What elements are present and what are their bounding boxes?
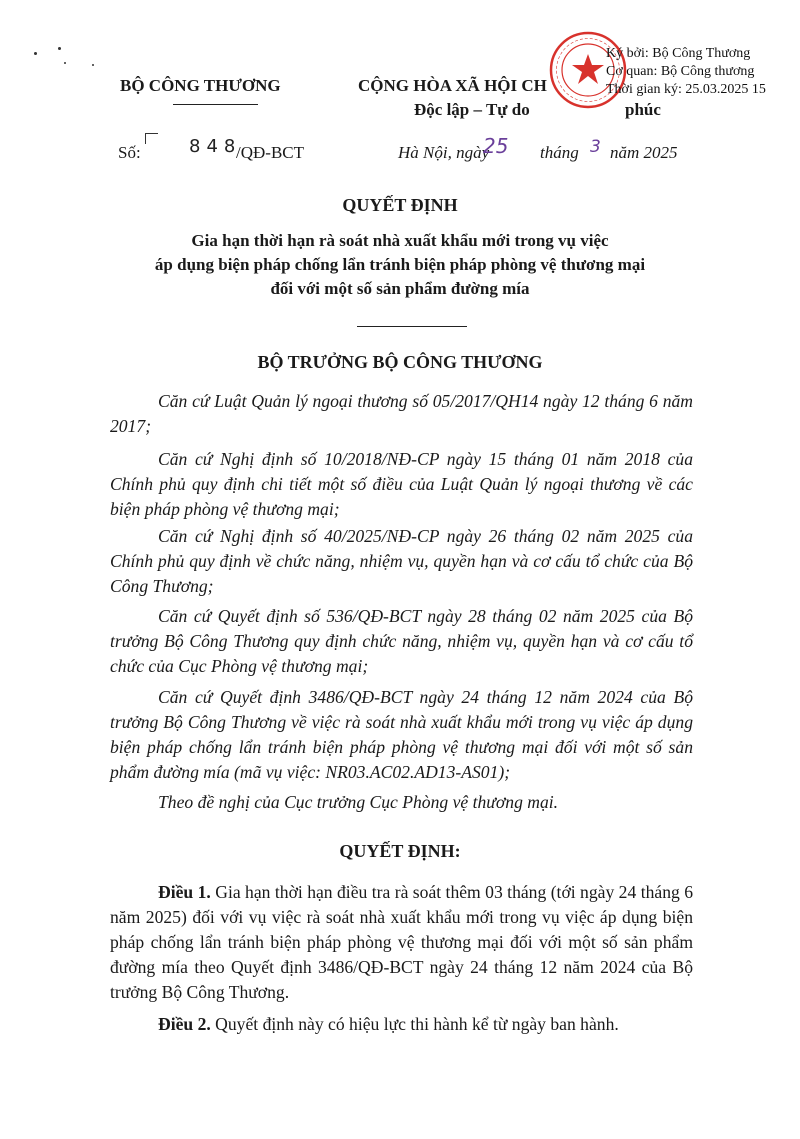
- title-line-3: đối với một số sản phẩm đường mía: [270, 279, 530, 298]
- number-bracket: [145, 133, 158, 144]
- legal-basis-1: Căn cứ Luật Quản lý ngoại thương số 05/2017/QH14 ngày 12 tháng 6 năm 2017;: [110, 391, 693, 436]
- number-label: Số:: [118, 143, 141, 162]
- signature-time: Thời gian ký: 25.03.2025 15: [606, 82, 766, 97]
- title-line-2: áp dụng biện pháp chống lẩn tránh biện pháp phòng vệ thương mại: [154, 255, 646, 274]
- ministry-name: BỘ CÔNG THƯƠNG: [120, 76, 281, 95]
- article-1-label: Điều 1.: [158, 882, 211, 902]
- scan-speck: [58, 47, 61, 50]
- date-place: Hà Nội, ngày: [398, 143, 490, 162]
- document-type-heading: QUYẾT ĐỊNH: [342, 195, 458, 215]
- scan-speck: [92, 64, 94, 66]
- signature-agency: Cơ quan: Bộ Công thương: [606, 64, 755, 79]
- article-2-label: Điều 2.: [158, 1014, 211, 1034]
- authority-heading: BỘ TRƯỞNG BỘ CÔNG THƯƠNG: [257, 352, 543, 372]
- scan-speck: [64, 62, 66, 64]
- legal-basis-5: Căn cứ Quyết định 3486/QĐ-BCT ngày 24 tháng 12 năm 2024 của Bộ trưởng Bộ Công Thương về việc rà soát nhà xuất khẩu mới trong vụ việc áp dụng biện pháp chống lẩn tránh biện pháp phòng vệ thương mại đối với một số sản phẩm đường mía (mã vụ việc: NR03.AC02.AD13-AS01);: [110, 687, 693, 782]
- republic-name: CỘNG HÒA XÃ HỘI CH: [358, 76, 547, 95]
- date-month: 3: [590, 137, 601, 157]
- legal-basis-4: Căn cứ Quyết định số 536/QĐ-BCT ngày 28 tháng 02 năm 2025 của Bộ trưởng Bộ Công Thương quy định chức năng, nhiệm vụ, quyền hạn và cơ cấu tổ chức của Cục Phòng vệ thương mại;: [110, 606, 693, 676]
- article-1-text: Gia hạn thời hạn điều tra rà soát thêm 03 tháng (tới ngày 24 tháng 6 năm 2025) đối với vụ việc rà soát nhà xuất khẩu mới trong vụ việc áp dụng biện pháp chống lẩn tránh biện pháp phòng vệ thương mại đối với một số sản phẩm đường mía theo Quyết định 3486/QĐ-BCT ngày 24 tháng 12 năm 2024 của Bộ trưởng Bộ Công Thương.: [110, 882, 694, 1002]
- ministry-underline: [173, 104, 258, 105]
- decision-heading: QUYẾT ĐỊNH:: [339, 841, 461, 861]
- number-value: 848: [189, 136, 242, 157]
- article-2-text: Quyết định này có hiệu lực thi hành kể từ ngày ban hành.: [210, 1014, 619, 1034]
- date-month-label: tháng: [540, 143, 579, 162]
- motto: Độc lập – Tự do: [414, 100, 530, 119]
- title-line-1: Gia hạn thời hạn rà soát nhà xuất khẩu mới trong vụ việc: [191, 231, 609, 250]
- scan-speck: [34, 52, 37, 55]
- article-1: [110, 880, 693, 1005]
- date-year: năm 2025: [610, 143, 678, 162]
- signature-signed-by: Ký bởi: Bộ Công Thương: [606, 46, 751, 61]
- article-2: [110, 1012, 693, 1037]
- number-suffix: /QĐ-BCT: [236, 143, 304, 162]
- legal-basis-6: Theo đề nghị của Cục trưởng Cục Phòng vệ thương mại.: [158, 792, 559, 812]
- motto-end: phúc: [625, 100, 661, 119]
- legal-basis-2: Căn cứ Nghị định số 10/2018/NĐ-CP ngày 15 tháng 01 năm 2018 của Chính phủ quy định chi tiết một số điều của Luật Quản lý ngoại thương về các biện pháp phòng vệ thương mại;: [110, 449, 693, 519]
- date-day: 25: [483, 134, 509, 158]
- legal-basis-3: Căn cứ Nghị định số 40/2025/NĐ-CP ngày 26 tháng 02 năm 2025 của Chính phủ quy định về chức năng, nhiệm vụ, quyền hạn và cơ cấu tổ chức của Bộ Công Thương;: [110, 526, 693, 596]
- title-divider: [357, 326, 467, 327]
